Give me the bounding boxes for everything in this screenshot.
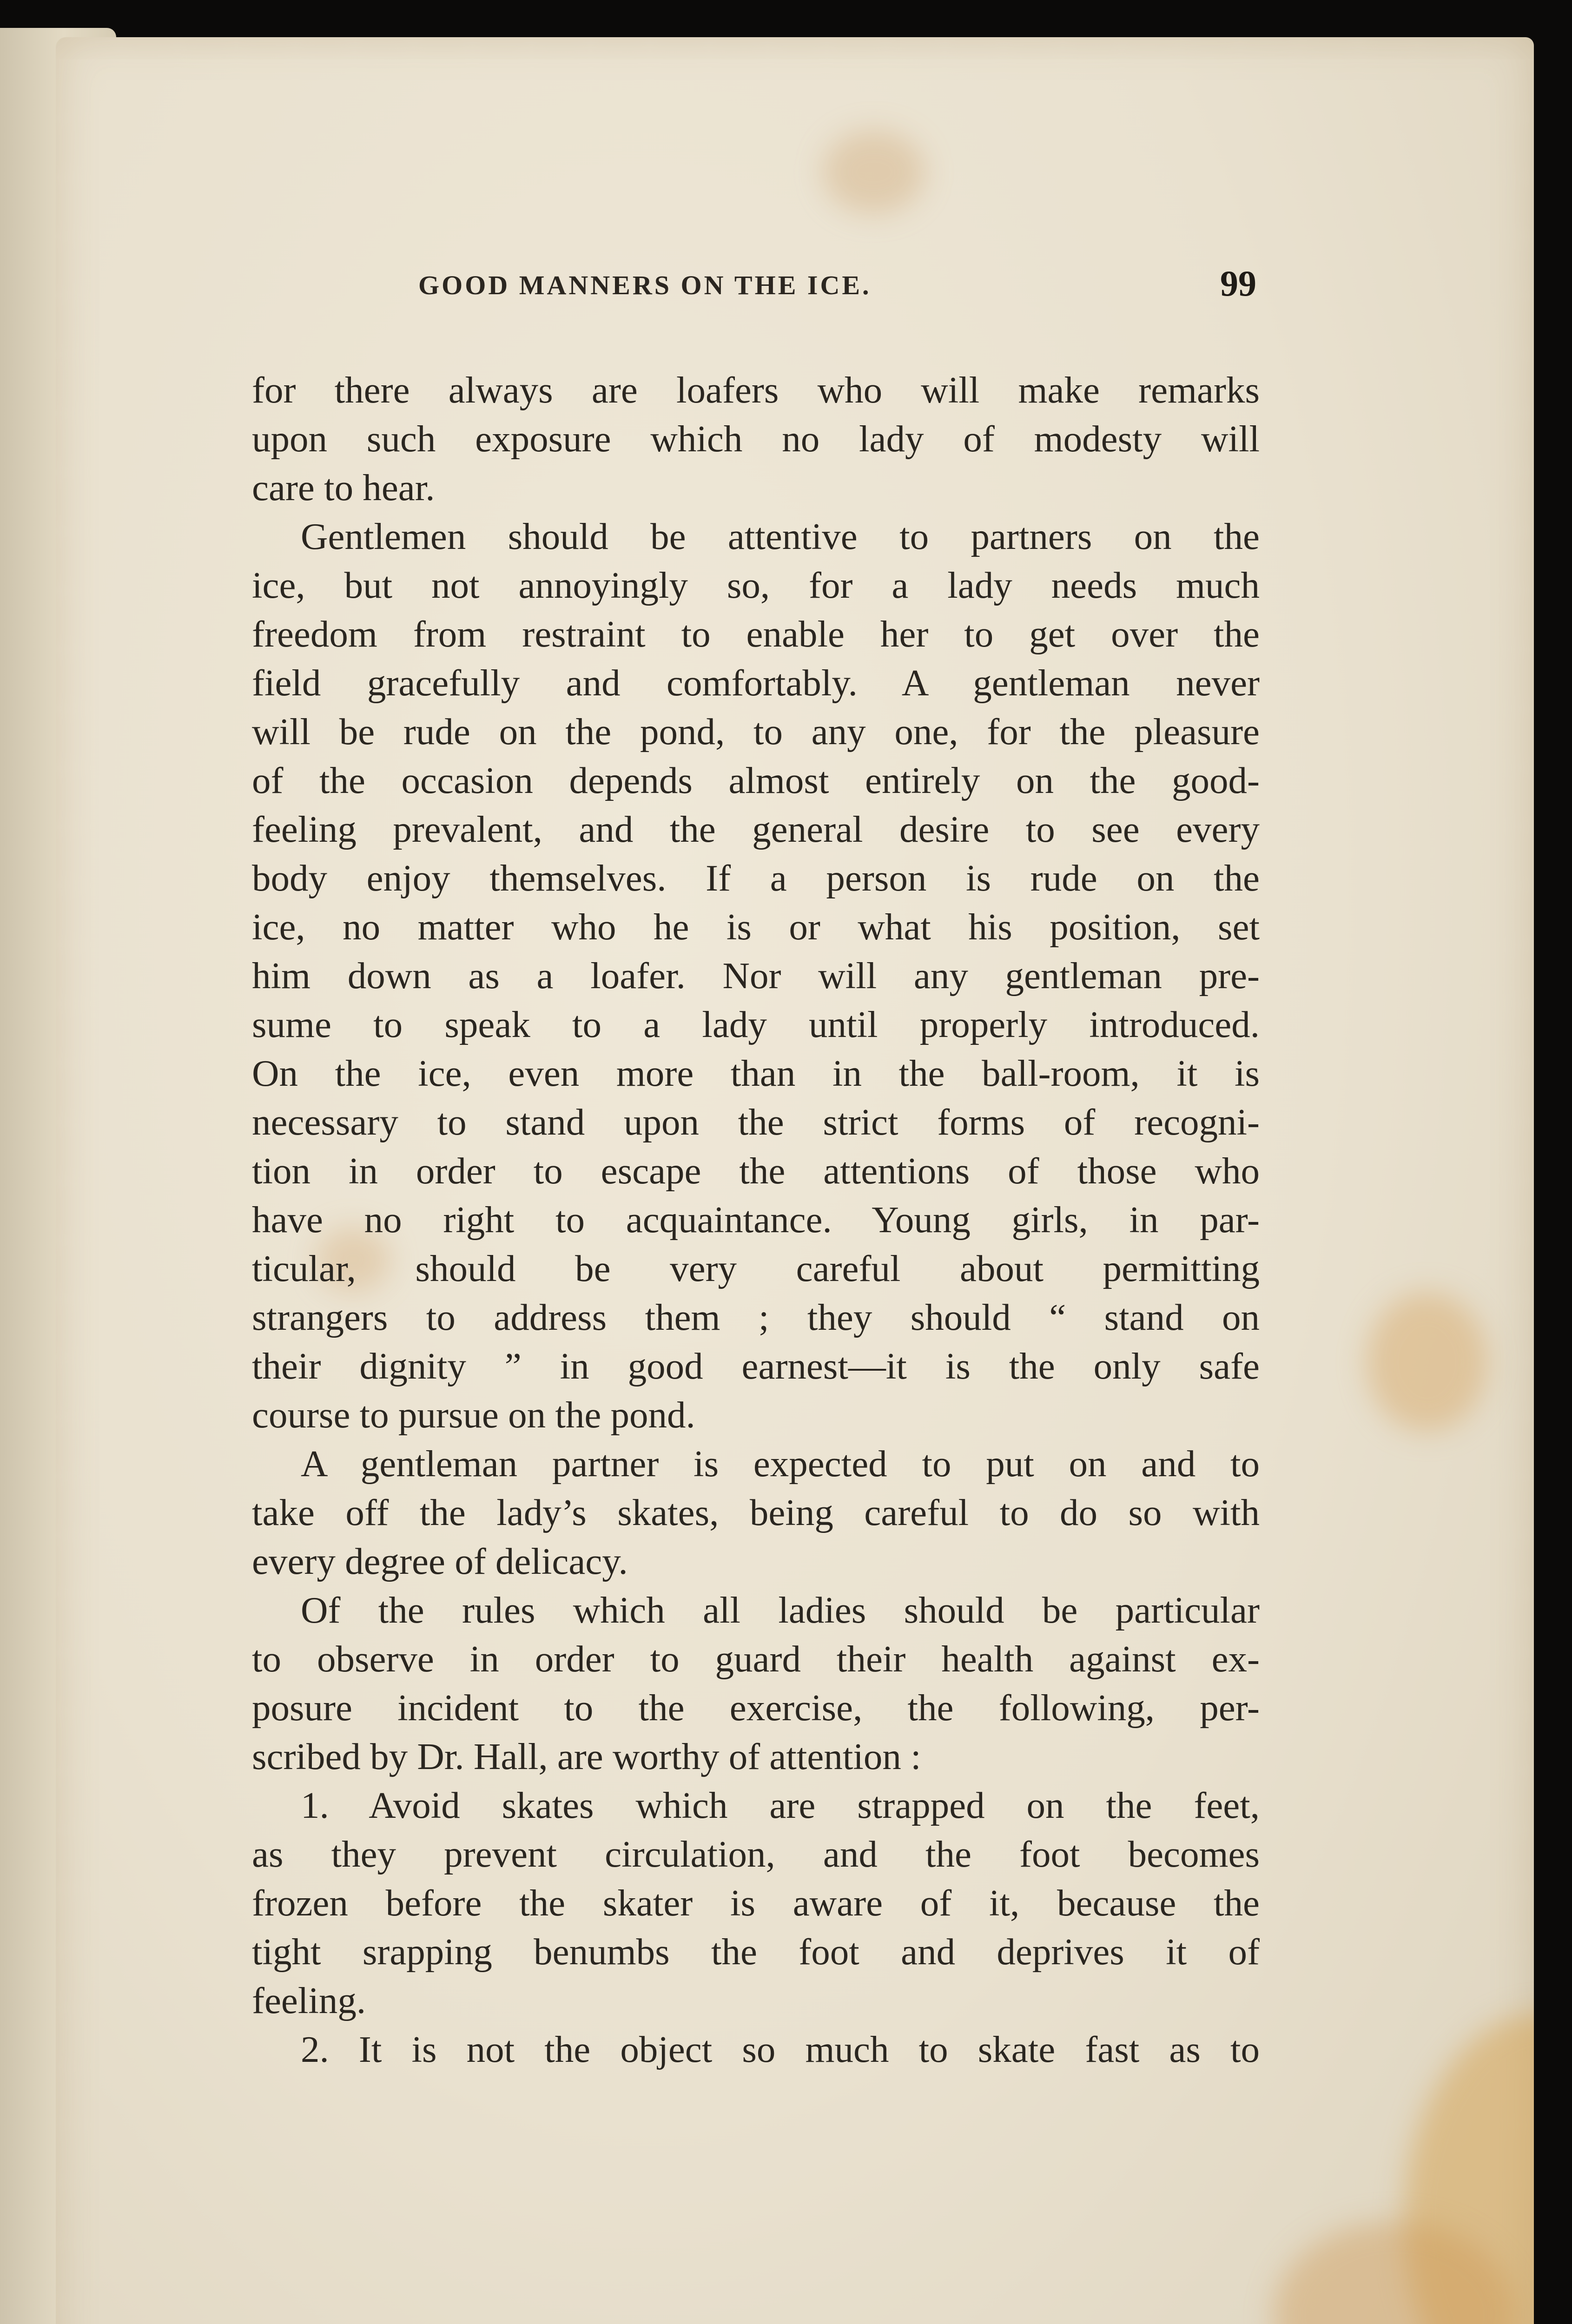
text-line: every degree of delicacy. — [252, 1540, 628, 1582]
text-line: field gracefully and comfortably. A gentleman never — [252, 662, 1260, 704]
text-line: tight srapping benumbs the foot and deprives it of — [252, 1931, 1260, 1973]
text-line: him down as a loafer. Nor will any gentleman pre- — [252, 955, 1260, 997]
body-text — [252, 366, 1260, 2074]
text-line: will be rude on the pond, to any one, for the pleasure — [252, 711, 1260, 753]
text-line: strangers to address them ; they should “ stand on — [252, 1296, 1260, 1338]
text-line: 1. Avoid skates which are strapped on the feet, — [301, 1784, 1260, 1826]
running-header: GOOD MANNERS ON THE ICE. — [418, 270, 872, 300]
text-line: ticular, should be very careful about permitting — [252, 1248, 1260, 1289]
text-line: take off the lady’s skates, being careful to do so with — [252, 1492, 1260, 1533]
text-line: as they prevent circulation, and the foot becomes — [252, 1833, 1260, 1875]
text-line: have no right to acquaintance. Young girls, in par- — [252, 1199, 1260, 1241]
text-line: for there always are loafers who will make remarks — [252, 369, 1260, 411]
text-line: On the ice, even more than in the ball-room, it is — [252, 1052, 1260, 1094]
text-line: course to pursue on the pond. — [252, 1394, 695, 1436]
text-line: Of the rules which all ladies should be particular — [301, 1589, 1260, 1631]
page-number: 99 — [1220, 263, 1256, 304]
text-line: feeling. — [252, 1980, 366, 2021]
text-line: sume to speak to a lady until properly introduced. — [252, 1004, 1260, 1045]
text-line: necessary to stand upon the strict forms of recogni- — [252, 1101, 1260, 1143]
text-line: tion in order to escape the attentions of those who — [252, 1150, 1260, 1192]
water-stain — [1367, 1292, 1487, 1432]
text-line: of the occasion depends almost entirely on the good- — [252, 759, 1260, 801]
text-line: A gentleman partner is expected to put on and to — [301, 1443, 1260, 1485]
text-line: ice, but not annoyingly so, for a lady needs much — [252, 564, 1260, 606]
text-line: ice, no matter who he is or what his position, set — [252, 906, 1260, 948]
text-line: frozen before the skater is aware of it, because the — [252, 1882, 1260, 1924]
text-line: posure incident to the exercise, the following, per- — [252, 1687, 1260, 1729]
text-line: body enjoy themselves. If a person is rude on the — [252, 857, 1260, 899]
water-stain — [823, 130, 925, 214]
text-line: feeling prevalent, and the general desire to see every — [252, 808, 1260, 850]
text-line: scribed by Dr. Hall, are worthy of attention : — [252, 1736, 921, 1777]
text-line: 2. It is not the object so much to skate fast as to — [301, 2028, 1260, 2070]
text-line: care to hear. — [252, 467, 435, 508]
text-line: to observe in order to guard their health against ex- — [252, 1638, 1260, 1680]
text-line: freedom from restraint to enable her to get over the — [252, 613, 1260, 655]
text-line: Gentlemen should be attentive to partners on the — [301, 515, 1260, 557]
text-line: their dignity ” in good earnest—it is the only safe — [252, 1345, 1260, 1387]
text-line: upon such exposure which no lady of modesty will — [252, 418, 1260, 460]
